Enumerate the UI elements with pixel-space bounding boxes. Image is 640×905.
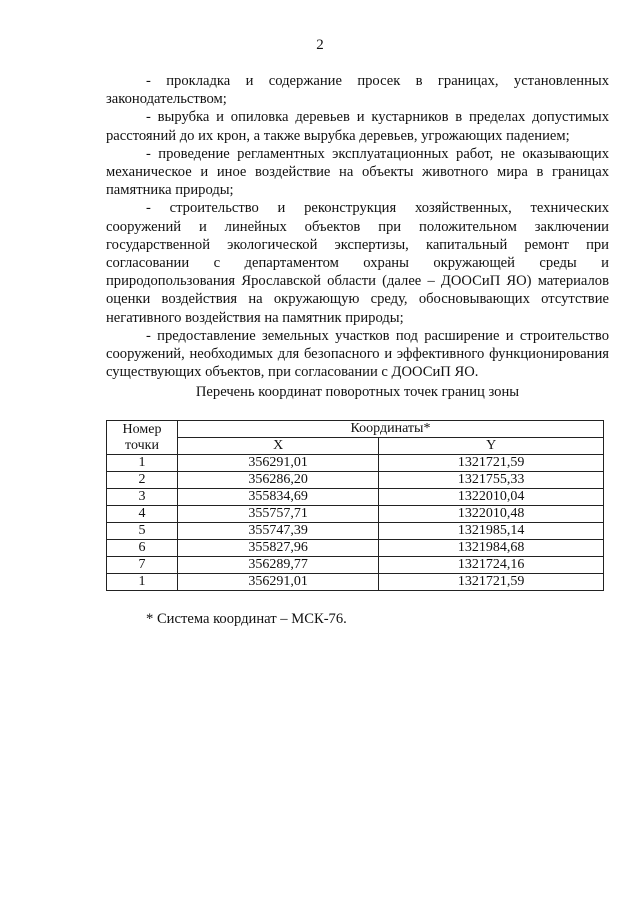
table-caption: Перечень координат поворотных точек границ зоны (195, 384, 520, 400)
coord-x: 355834,69 (178, 489, 379, 506)
coord-y: 1321984,68 (379, 540, 604, 557)
coord-y: 1321755,33 (379, 472, 604, 489)
paragraph-tree-cutting: - вырубка и опиловка деревьев и кустарников в пределах допустимых расстояний до их крон, а также вырубка деревьев, угрожающих падением; (106, 109, 609, 144)
paragraph-maintenance-works: - проведение регламентных эксплуатационных работ, не оказывающих механическое и иное воздействие на объекты животного мира в границах памятника природы; (106, 145, 609, 199)
coord-y: 1321721,59 (379, 574, 604, 591)
header-coordinates: Координаты* (178, 421, 604, 438)
footnote-coordinate-system: * Система координат – МСК-76. (146, 611, 347, 627)
paragraph-construction: - строительство и реконструкция хозяйственных, технических сооружений и линейных объектов при положительном заключении государственной экологической экспертизы, капитальный ремонт при согласовании с департаментом охраны окружающей среды и природопользования Ярославской области (далее – ДООСиП ЯО) материалов оценки воздействия на окружающую среду, обосновывающих отсутствие негативного воздействия на памятник природы; (106, 200, 609, 326)
point-number: 5 (107, 523, 178, 540)
coord-x: 355747,39 (178, 523, 379, 540)
table-row (107, 523, 604, 540)
header-point-number (107, 421, 178, 455)
table-row (107, 472, 604, 489)
point-number: 4 (107, 506, 178, 523)
page-number: 2 (316, 37, 324, 53)
header-point-line2: точки (125, 437, 159, 453)
point-number: 7 (107, 557, 178, 574)
coord-y: 1321985,14 (379, 523, 604, 540)
point-number: 2 (107, 472, 178, 489)
table-row (107, 574, 604, 591)
paragraph-clearings: - прокладка и содержание просек в границах, установленных законодательством; (106, 73, 609, 108)
table-row (107, 455, 604, 472)
point-number: 6 (107, 540, 178, 557)
coord-x: 356291,01 (178, 574, 379, 591)
header-x: X (178, 438, 379, 455)
table-row (107, 506, 604, 523)
table-row (107, 489, 604, 506)
coord-y: 1322010,48 (379, 506, 604, 523)
coord-y: 1321721,59 (379, 455, 604, 472)
header-point-line1: Номер (122, 421, 162, 437)
coord-x: 355757,71 (178, 506, 379, 523)
coord-y: 1321724,16 (379, 557, 604, 574)
paragraph-land-allocation: - предоставление земельных участков под расширение и строительство сооружений, необходимых для безопасного и эффективного функционирования существующих объектов, при согласовании с ДООСиП ЯО. (106, 327, 609, 381)
table-row (107, 540, 604, 557)
table-row (107, 557, 604, 574)
point-number: 3 (107, 489, 178, 506)
table-header-row (107, 421, 604, 438)
coord-x: 356286,20 (178, 472, 379, 489)
coord-y: 1322010,04 (379, 489, 604, 506)
coord-x: 356291,01 (178, 455, 379, 472)
point-number: 1 (107, 455, 178, 472)
point-number: 1 (107, 574, 178, 591)
header-y: Y (379, 438, 604, 455)
coord-x: 355827,96 (178, 540, 379, 557)
table-subheader-row (107, 438, 604, 455)
coord-x: 356289,77 (178, 557, 379, 574)
document-body (106, 72, 609, 381)
coordinates-table (106, 420, 604, 591)
